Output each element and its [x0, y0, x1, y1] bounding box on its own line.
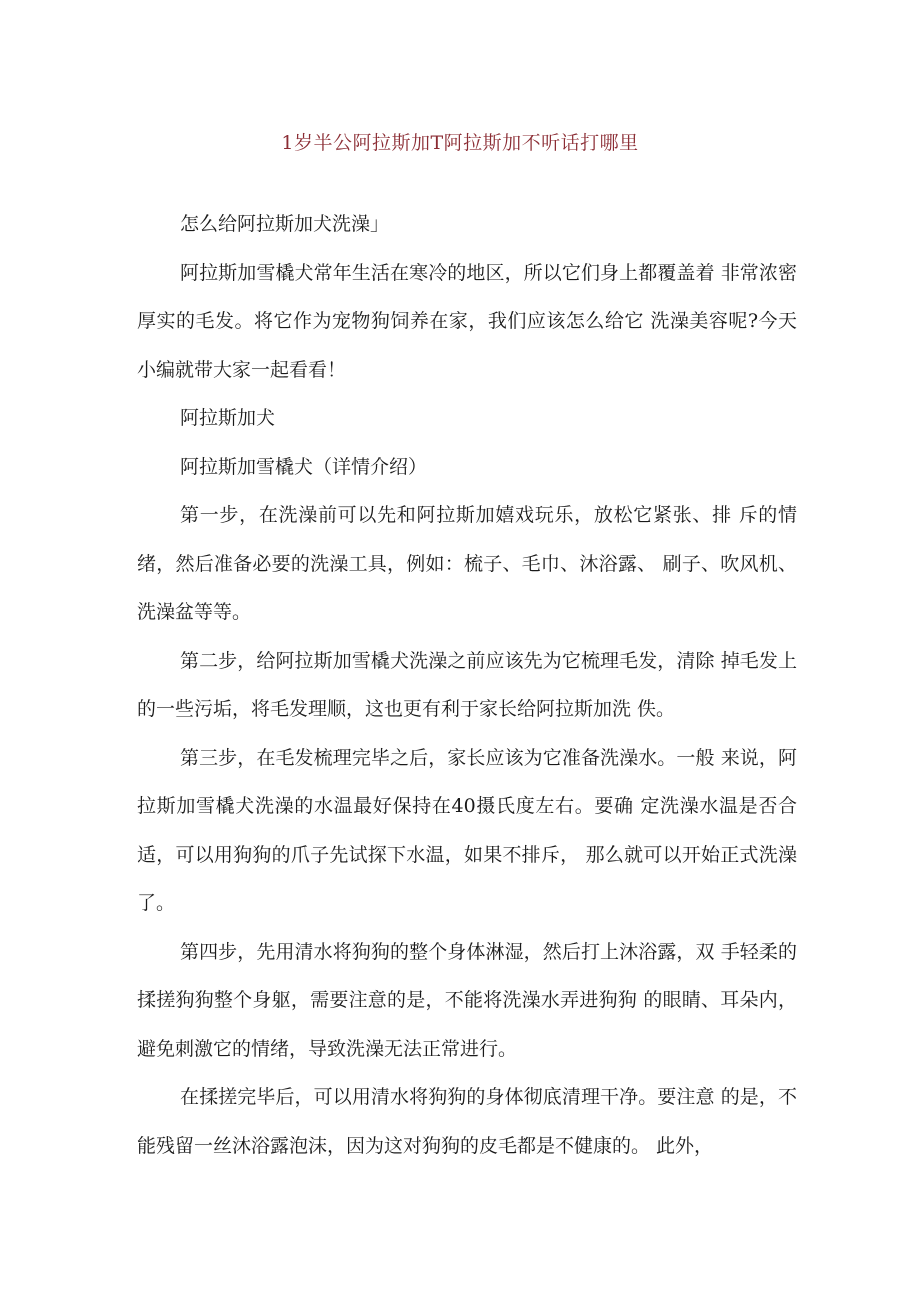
document-body [137, 200, 797, 1170]
document-title: 1岁半公阿拉斯加T阿拉斯加不听话打哪里 [281, 132, 639, 154]
paragraph-intro: 阿拉斯加雪橇犬常年生活在寒冷的地区，所以它们身上都覆盖着 非常浓密厚实的毛发。将它作为宠物狗饲养在家，我们应该怎么给它 洗澡美容呢?今天小编就带大家一起看看！ [137, 261, 797, 381]
paragraph-rinse: 在揉搓完毕后，可以用清水将狗狗的身体彻底清理干净。要注意 的是，不能残留一丝沐浴露泡沫，因为这对狗狗的皮毛都是不健康的。 此外， [137, 1086, 797, 1157]
paragraph-breed-label: 阿拉斯加犬 [180, 407, 276, 429]
paragraph-heading: 怎么给阿拉斯加犬洗澡」 [180, 213, 390, 235]
paragraph-step-2: 第二步，给阿拉斯加雪橇犬洗澡之前应该先为它梳理毛发，清除 掉毛发上的一些污垢，将毛发理顺，这也更有利于家长给阿拉斯加洗 佚。 [137, 649, 797, 720]
paragraph-step-3: 第三步，在毛发梳理完毕之后，家长应该为它准备洗澡水。一般 来说，阿拉斯加雪橇犬洗澡的水温最好保持在40摄氏度左右。要确 定洗澡水温是否合适，可以用狗狗的爪子先试探下水温，如果不排斥， 那么就可以开始正式洗澡了。 [137, 746, 797, 914]
paragraph-step-1: 第一步，在洗澡前可以先和阿拉斯加嬉戏玩乐，放松它紧张、排 斥的情绪，然后准备必要的洗澡工具，例如：梳子、毛巾、沐浴露、 刷子、吹风机、洗澡盆等等。 [137, 504, 797, 623]
paragraph-breed-detail: 阿拉斯加雪橇犬（详情介绍） [180, 455, 428, 478]
paragraph-step-4: 第四步，先用清水将狗狗的整个身体淋湿，然后打上沐浴露，双 手轻柔的揉搓狗狗整个身躯，需要注意的是，不能将洗澡水弄进狗狗 的眼睛、耳朵内，避免刺激它的情绪，导致洗澡无法正常进行。 [137, 940, 797, 1060]
